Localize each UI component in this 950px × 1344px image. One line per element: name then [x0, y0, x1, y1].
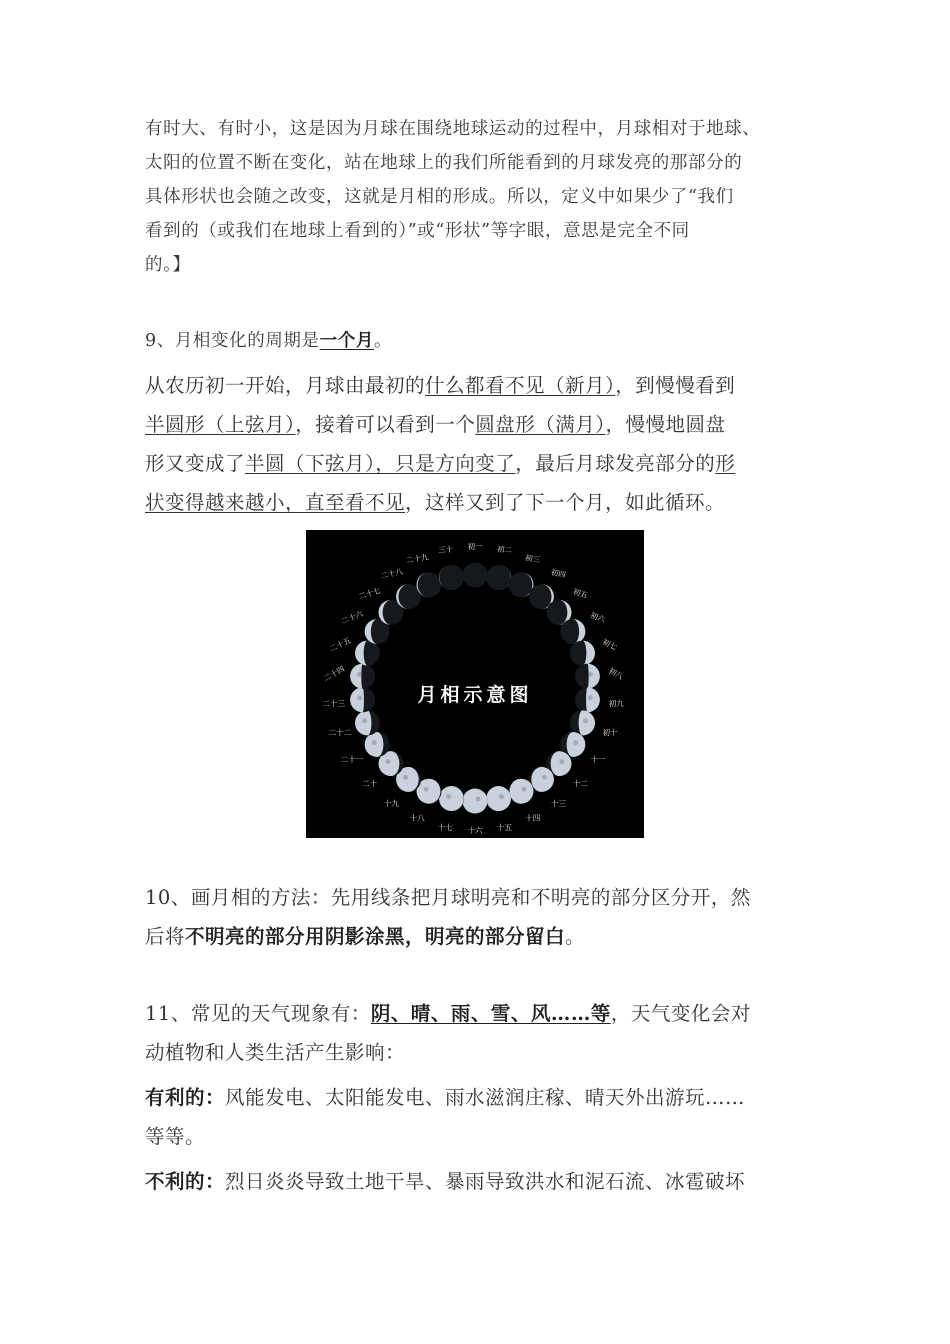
moon-crater — [542, 775, 547, 780]
moon-day-label: 二十二 — [328, 727, 352, 737]
desc-underlined: 半圆（下弦月），只是方向变了 — [245, 452, 516, 475]
desc-text: ，最后月球发亮部分的 — [515, 452, 716, 475]
moon-day-label: 二十六 — [340, 609, 365, 626]
moon-day-label: 十一 — [590, 755, 606, 764]
moon-disc — [463, 563, 488, 588]
desc-text: ，这样又到了下一个月，如此循环。 — [405, 491, 726, 514]
moon-day-label: 初六 — [589, 610, 607, 625]
moon-crater — [446, 794, 451, 799]
intro-line: 有时大、有时小，这是因为月球在围绕地球运动的过程中，月球相对于地球、 — [145, 119, 761, 139]
figure-title: 月相示意图 — [417, 684, 533, 706]
moon-day-label: 十三 — [550, 798, 566, 808]
moon-day-label: 二十八 — [379, 566, 404, 581]
desc-underlined: 半圆形（上弦月） — [145, 413, 296, 436]
favorable-label: 有利的： — [145, 1086, 226, 1109]
moon-crater — [424, 787, 429, 792]
intro-line: 的。】 — [145, 255, 191, 275]
moon-phase-diagram — [306, 530, 644, 838]
moon-crater — [476, 797, 481, 802]
moon-phase-30 — [439, 565, 464, 590]
desc-text: 形又变成了 — [145, 452, 246, 475]
moon-phase-14 — [508, 779, 533, 804]
moon-phase-25 — [355, 641, 380, 666]
moon-crater — [372, 740, 377, 745]
unfavorable-label: 不利的： — [145, 1170, 226, 1193]
moon-crater — [573, 740, 578, 745]
moon-phase-2 — [486, 565, 511, 590]
desc-underlined: 状变得越来越小，直至看不见 — [145, 491, 406, 514]
moon-day-label: 二十七 — [357, 585, 382, 602]
intro-paragraph — [145, 112, 810, 282]
moon-phase-figure — [306, 530, 644, 838]
moon-day-label: 初七 — [601, 637, 619, 652]
moon-day-label: 初五 — [571, 586, 589, 600]
moon-day-label: 初一 — [467, 542, 483, 551]
moon-day-label: 初四 — [550, 567, 567, 580]
moon-day-label: 三十 — [437, 544, 454, 555]
moon-day-label: 二十三 — [322, 698, 346, 708]
unfavorable-text: 烈日炎炎导致土地干旱、暴雨导致洪水和泥石流、冰雹破坏 — [225, 1170, 746, 1193]
moon-lit-part — [463, 789, 488, 814]
moon-day-label: 十九 — [384, 798, 400, 808]
item-11 — [145, 994, 810, 1072]
moon-phase-24 — [350, 664, 375, 689]
item-10-text: 。 — [565, 925, 586, 948]
moon-day-label: 初三 — [524, 553, 541, 565]
moon-day-label: 二十九 — [405, 552, 430, 565]
moon-lit-part — [510, 779, 534, 804]
moon-phase-29 — [417, 572, 442, 597]
favorable-text-cont: 等等。 — [145, 1125, 206, 1148]
moon-day-label: 初二 — [496, 544, 513, 555]
moon-phase-1 — [463, 563, 488, 588]
item-9-heading — [145, 324, 810, 358]
moon-crater — [386, 759, 391, 764]
item-11-text: ，天气变化会对 — [610, 1002, 751, 1025]
moon-crater — [559, 759, 564, 764]
desc-underlined: 圆盘形（满月） — [475, 413, 606, 436]
moon-day-label: 十四 — [525, 813, 541, 823]
item-9-answer: 一个月 — [319, 331, 374, 351]
item-10-line: 10、画月相的方法：先用线条把月球明亮和不明亮的部分区分开，然 — [145, 886, 751, 909]
desc-text: ，到慢慢看到 — [615, 374, 736, 397]
moon-day-label: 十二 — [573, 779, 589, 789]
moon-crater — [403, 775, 408, 780]
desc-underlined: 什么都看不见（新月） — [425, 374, 616, 397]
moon-day-label: 二十四 — [322, 664, 347, 684]
item-10-text: 后将 — [145, 925, 186, 948]
moon-day-label: 二十一 — [340, 755, 364, 764]
intro-line: 太阳的位置不断在变化，站在地球上的我们所能看到的月球发亮的那部分的 — [145, 153, 743, 173]
moon-lit-part — [439, 786, 464, 811]
moon-day-label: 初九 — [608, 698, 624, 708]
item-9-suffix: 。 — [373, 331, 393, 351]
moon-day-label: 十八 — [409, 813, 425, 823]
moon-crater — [521, 787, 526, 792]
moon-crater — [357, 672, 362, 677]
moon-day-label: 初八 — [607, 665, 625, 682]
moon-lit-part — [486, 786, 511, 811]
favorable-effects — [145, 1078, 810, 1156]
favorable-text: 风能发电、太阳能发电、雨水滋润庄稼、晴天外出游玩…… — [225, 1086, 746, 1109]
moon-phase-7 — [570, 641, 595, 666]
moon-crater — [583, 718, 588, 723]
desc-text: 从农历初一开始，月球由最初的 — [145, 374, 426, 397]
moon-crater — [499, 794, 504, 799]
intro-line: 具体形状也会随之改变，这就是月相的形成。所以，定义中如果少了“我们 — [145, 187, 734, 207]
unfavorable-effects — [145, 1162, 810, 1201]
moon-phase-21 — [365, 732, 390, 757]
intro-line: 看到的（或我们在地球上看到的）”或“形状”等字眼，意思是完全不同 — [145, 221, 690, 241]
item-11-line: 动植物和人类生活产生影响： — [145, 1041, 406, 1064]
moon-day-label: 初十 — [602, 727, 618, 737]
moon-day-label: 十七 — [437, 822, 453, 832]
item-9-description — [145, 366, 810, 522]
item-10 — [145, 878, 810, 956]
moon-crater — [362, 718, 367, 723]
item-9-prefix: 9、月相变化的周期是 — [145, 331, 320, 351]
item-10-bold: 不明亮的部分用阴影涂黑，明亮的部分留白 — [185, 925, 566, 948]
moon-phase-22 — [355, 710, 380, 735]
moon-day-label: 二十 — [361, 779, 377, 789]
moon-day-label: 二十五 — [328, 635, 353, 654]
moon-crater — [588, 672, 593, 677]
moon-phase-23 — [350, 687, 375, 712]
moon-phase-16 — [463, 789, 488, 814]
moon-phase-10 — [570, 710, 595, 735]
moon-lit-part — [350, 687, 364, 712]
moon-phase-17 — [439, 786, 464, 811]
moon-phase-6 — [560, 619, 585, 644]
moon-day-label: 十五 — [497, 822, 513, 832]
moon-crater — [588, 695, 593, 700]
moon-phase-15 — [486, 786, 511, 811]
moon-phase-8 — [575, 664, 600, 689]
moon-crater — [357, 695, 362, 700]
desc-text: ，慢慢地圆盘 — [605, 413, 726, 436]
moon-day-label: 十六 — [467, 826, 483, 835]
moon-lit-part — [586, 687, 600, 712]
desc-underlined: 形 — [715, 452, 736, 475]
item-11-underlined: 阴、晴、雨、雪、风……等 — [370, 1002, 611, 1025]
desc-text: ，接着可以看到一个 — [295, 413, 476, 436]
moon-phase-9 — [575, 687, 600, 712]
item-11-text: 11、常见的天气现象有： — [145, 1002, 371, 1025]
